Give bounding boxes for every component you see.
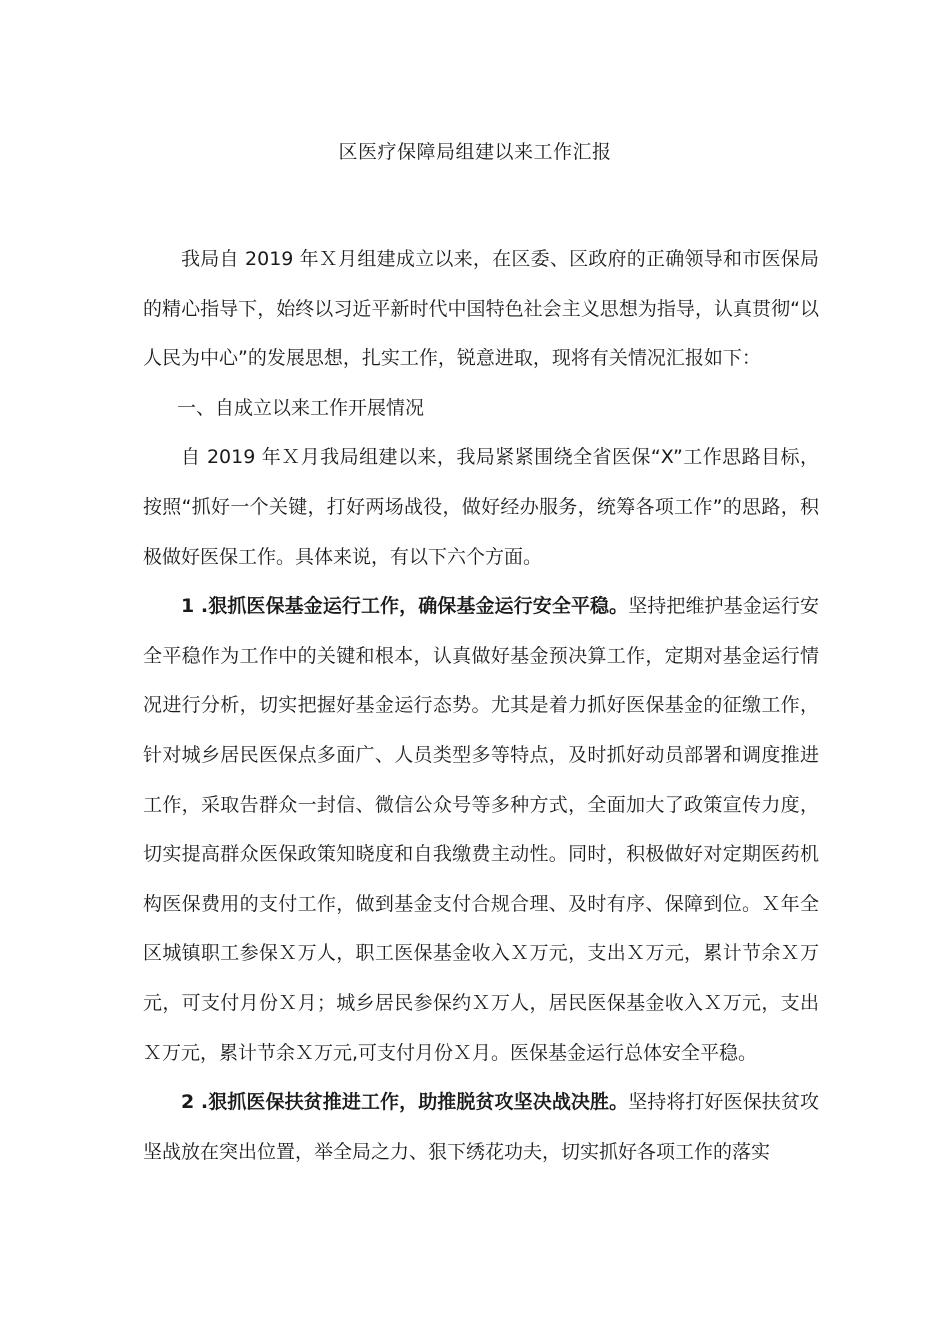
item-2-lead: 2 .狠抓医保扶贫推进工作，助推脱贫攻坚决战决胜。 (181, 1091, 629, 1114)
paragraph-text: 坚持将打好医保扶贫攻坚战放在突出位置，举全局之力、狠下绣花功夫，切实抓好各项工作的落实 (143, 1091, 819, 1163)
overview-paragraph (143, 433, 819, 582)
document-body (143, 235, 819, 1177)
item-1-lead: 1 .狠抓医保基金运行工作，确保基金运行安全平稳。 (181, 595, 629, 618)
paragraph-text: 我局自 2019 年Ｘ月组建成立以来，在区委、区政府的正确领导和市医保局的精心指导下，始终以习近平新时代中国特色社会主义思想为指导，认真贯彻“以人民为中心”的发展思想，扎实工作，锐意进取，现将有关情况汇报如下： (143, 248, 819, 370)
section-heading (143, 384, 819, 434)
item-1-paragraph (143, 582, 819, 1078)
document-title: 区医疗保障局组建以来工作汇报 (338, 141, 612, 163)
item-2-paragraph (143, 1078, 819, 1177)
section-heading-text: 一、自成立以来工作开展情况 (177, 396, 425, 419)
paragraph-text: 坚持把维护基金运行安全平稳作为工作中的关键和根本，认真做好基金预决算工作，定期对基金运行情况进行分析，切实把握好基金运行态势。尤其是着力抓好医保基金的征缴工作，针对城乡居民医保点多面广、人员类型多等特点，及时抓好动员部署和调度推进工作，采取告群众一封信、微信公众号等多种方式，全面加大了政策宣传力度，切实提高群众医保政策知晓度和自我缴费主动性。同时，积极做好对定期医药机构医保费用的支付工作，做到基金支付合规合理、及时有序、保障到位。Ｘ年全区城镇职工参保Ｘ万人，职工医保基金收入Ｘ万元，支出Ｘ万元，累计节余Ｘ万元，可支付月份Ｘ月；城乡居民参保约Ｘ万人，居民医保基金收入Ｘ万元，支出Ｘ万元，累计节余Ｘ万元,可支付月份Ｘ月。医保基金运行总体安全平稳。 (143, 595, 819, 1064)
intro-paragraph (143, 235, 819, 384)
paragraph-text: 自 2019 年Ｘ月我局组建以来，我局紧紧围绕全省医保“X”工作思路目标，按照“抓好一个关键，打好两场战役，做好经办服务，统筹各项工作”的思路，积极做好医保工作。具体来说，有以下六个方面。 (143, 446, 819, 568)
